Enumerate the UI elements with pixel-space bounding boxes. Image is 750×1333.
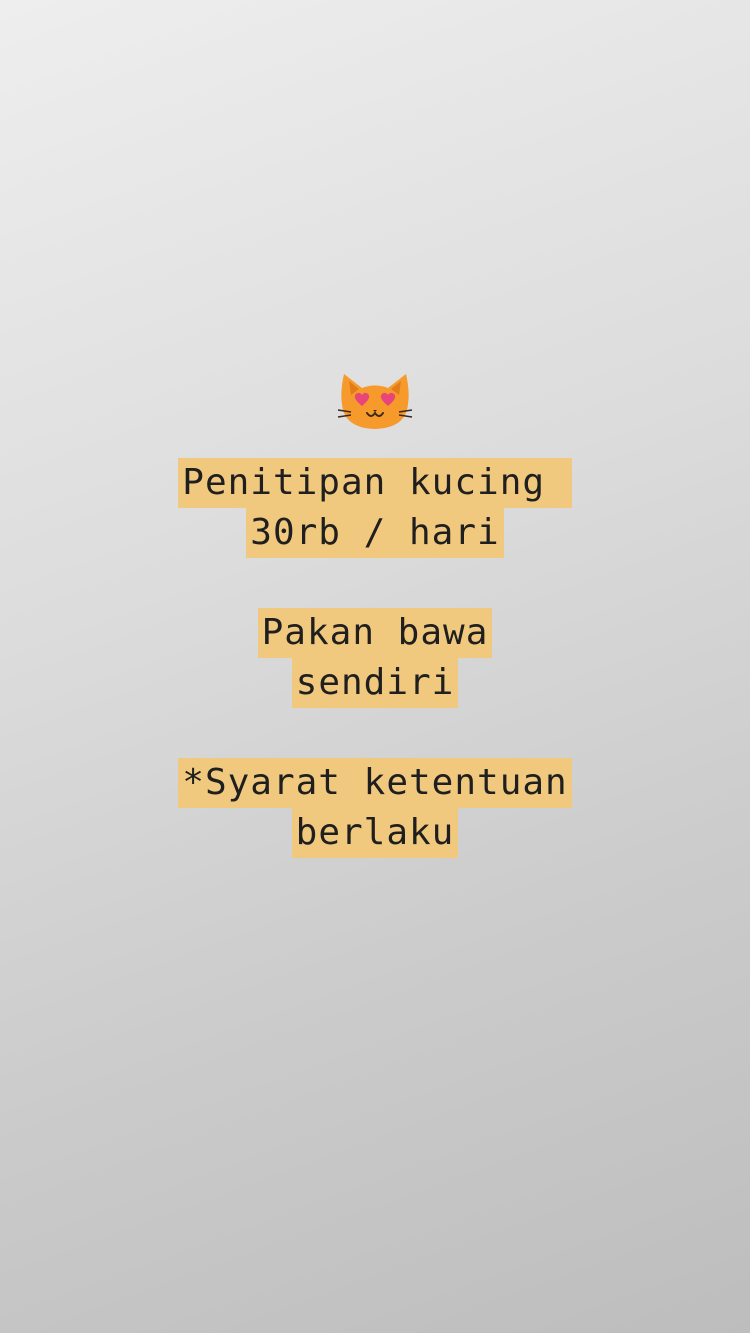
terms-text-block: [178, 758, 571, 858]
smiling-cat-with-heart-eyes-icon: [336, 370, 414, 432]
terms-line-2: berlaku: [292, 808, 459, 858]
food-text-block: [258, 608, 493, 708]
price-text-block: [178, 458, 571, 558]
story-content: [0, 370, 750, 908]
terms-line-1: *Syarat ketentuan: [178, 758, 571, 808]
food-line-1: Pakan bawa: [258, 608, 493, 658]
price-line-2: 30rb / hari: [246, 508, 503, 558]
price-line-1: Penitipan kucing: [178, 458, 571, 508]
food-line-2: sendiri: [292, 658, 459, 708]
